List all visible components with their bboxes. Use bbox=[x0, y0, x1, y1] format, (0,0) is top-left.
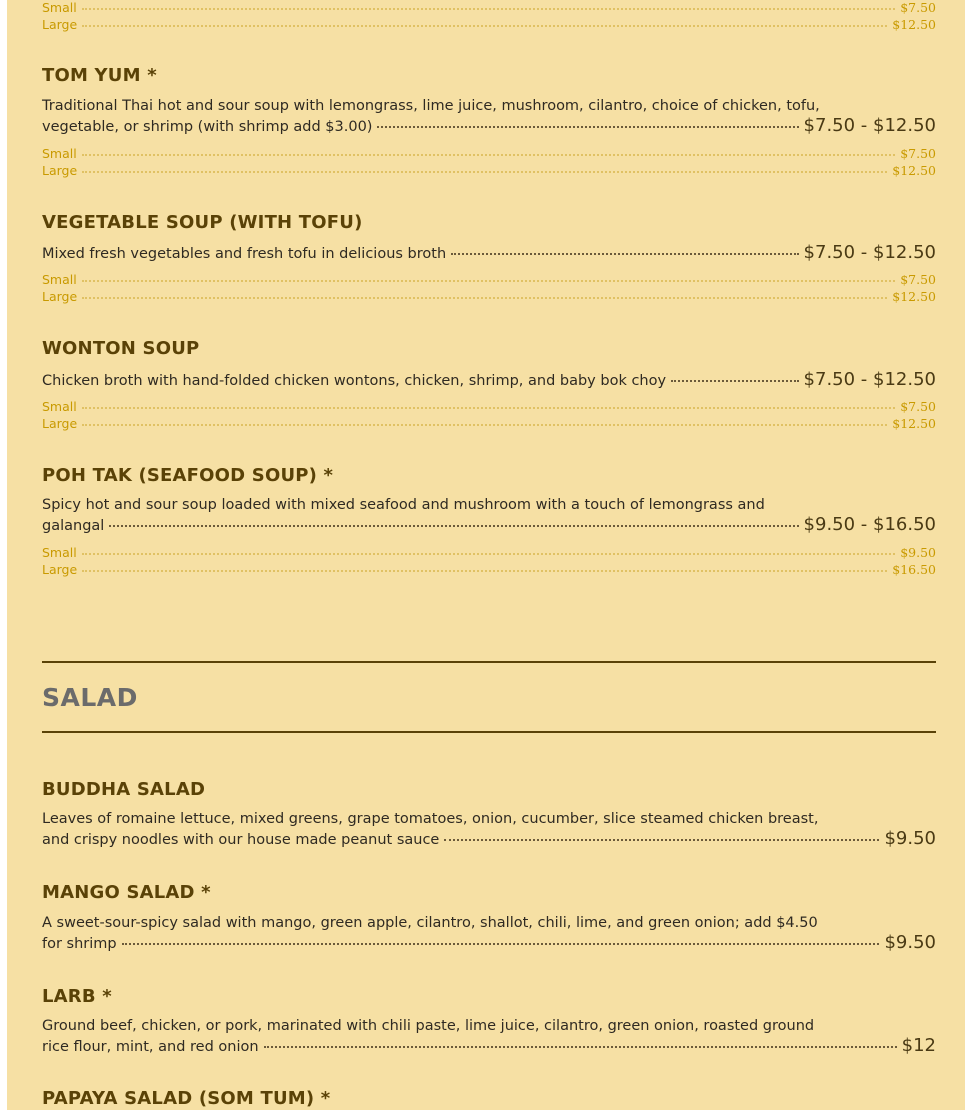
item-description: Spicy hot and sour soup loaded with mixed seafood and mushroom with a touch of lemongrass and bbox=[42, 497, 765, 513]
item-description: Chicken broth with hand-folded chicken wontons, chicken, shrimp, and baby bok choy bbox=[42, 373, 667, 389]
item-price: $7.50 - $12.50 bbox=[803, 242, 936, 263]
item-price: $12 bbox=[901, 1035, 936, 1056]
item-description: Traditional Thai hot and sour soup with lemongrass, lime juice, mushroom, cilantro, choice of chicken, tofu, bbox=[42, 98, 820, 114]
dot-leader bbox=[122, 943, 880, 945]
item-title: BUDDHA SALAD bbox=[42, 779, 206, 800]
size-row-large bbox=[42, 416, 936, 431]
section-divider-bottom bbox=[42, 731, 936, 733]
size-price: $7.50 bbox=[900, 0, 936, 15]
item-price: $9.50 bbox=[884, 932, 936, 953]
item-price: $7.50 - $12.50 bbox=[803, 115, 936, 136]
item-description-line bbox=[42, 369, 936, 390]
size-row-large bbox=[42, 562, 936, 577]
dot-leader bbox=[82, 424, 887, 426]
item-description: and crispy noodles with our house made peanut sauce bbox=[42, 832, 440, 848]
size-label: Large bbox=[42, 17, 78, 32]
item-price: $9.50 bbox=[884, 828, 936, 849]
item-price: $7.50 - $12.50 bbox=[803, 369, 936, 390]
size-label: Large bbox=[42, 416, 78, 431]
size-price: $7.50 bbox=[900, 399, 936, 414]
dot-leader bbox=[82, 25, 887, 27]
size-price: $7.50 bbox=[900, 272, 936, 287]
item-price: $9.50 - $16.50 bbox=[803, 514, 936, 535]
dot-leader bbox=[82, 407, 895, 409]
item-description: galangal bbox=[42, 518, 105, 534]
section-divider-top bbox=[42, 661, 936, 663]
size-label: Large bbox=[42, 163, 78, 178]
size-row-small bbox=[42, 272, 936, 287]
size-row-small bbox=[42, 0, 936, 15]
size-row-large bbox=[42, 17, 936, 32]
size-row-small bbox=[42, 399, 936, 414]
item-title: WONTON SOUP bbox=[42, 338, 200, 359]
dot-leader bbox=[82, 297, 887, 299]
dot-leader bbox=[82, 171, 887, 173]
dot-leader bbox=[264, 1046, 897, 1048]
menu-page bbox=[7, 0, 965, 1110]
size-row-small bbox=[42, 545, 936, 560]
item-description: for shrimp bbox=[42, 936, 117, 952]
dot-leader bbox=[451, 253, 798, 255]
item-description: Ground beef, chicken, or pork, marinated with chili paste, lime juice, cilantro, green onion, roasted ground bbox=[42, 1018, 815, 1034]
item-description: A sweet-sour-spicy salad with mango, green apple, cilantro, shallot, chili, lime, and green onion; add $4.50 bbox=[42, 915, 818, 931]
item-description: vegetable, or shrimp (with shrimp add $3.00) bbox=[42, 119, 373, 135]
dot-leader bbox=[444, 839, 879, 841]
dot-leader bbox=[82, 553, 895, 555]
item-title: MANGO SALAD * bbox=[42, 882, 211, 903]
item-description-line bbox=[42, 115, 936, 136]
dot-leader bbox=[109, 525, 798, 527]
dot-leader bbox=[82, 8, 895, 10]
item-title: VEGETABLE SOUP (WITH TOFU) bbox=[42, 212, 363, 233]
size-label: Large bbox=[42, 562, 78, 577]
menu-content bbox=[42, 0, 936, 1110]
size-label: Large bbox=[42, 289, 78, 304]
item-description-line bbox=[42, 932, 936, 953]
size-price: $9.50 bbox=[900, 545, 936, 560]
size-row-large bbox=[42, 163, 936, 178]
size-row-small bbox=[42, 146, 936, 161]
item-title: LARB * bbox=[42, 986, 112, 1007]
dot-leader bbox=[82, 280, 895, 282]
item-description: Mixed fresh vegetables and fresh tofu in delicious broth bbox=[42, 246, 447, 262]
dot-leader bbox=[82, 154, 895, 156]
size-label: Small bbox=[42, 545, 77, 560]
size-label: Small bbox=[42, 272, 77, 287]
size-price: $12.50 bbox=[892, 17, 936, 32]
item-description-line bbox=[42, 1035, 936, 1056]
item-title: PAPAYA SALAD (SOM TUM) * bbox=[42, 1088, 331, 1109]
item-description: Leaves of romaine lettuce, mixed greens, grape tomatoes, onion, cucumber, slice steamed chicken breast, bbox=[42, 811, 819, 827]
section-heading: SALAD bbox=[42, 683, 138, 712]
dot-leader bbox=[82, 570, 887, 572]
size-label: Small bbox=[42, 146, 77, 161]
size-price: $12.50 bbox=[892, 163, 936, 178]
size-price: $16.50 bbox=[892, 562, 936, 577]
item-description-line bbox=[42, 242, 936, 263]
size-price: $12.50 bbox=[892, 289, 936, 304]
item-title: TOM YUM * bbox=[42, 65, 157, 86]
dot-leader bbox=[377, 126, 798, 128]
size-price: $12.50 bbox=[892, 416, 936, 431]
size-price: $7.50 bbox=[900, 146, 936, 161]
size-label: Small bbox=[42, 399, 77, 414]
dot-leader bbox=[671, 380, 798, 382]
item-description: rice flour, mint, and red onion bbox=[42, 1039, 259, 1055]
item-description-line bbox=[42, 514, 936, 535]
size-label: Small bbox=[42, 0, 77, 15]
item-title: POH TAK (SEAFOOD SOUP) * bbox=[42, 465, 334, 486]
size-row-large bbox=[42, 289, 936, 304]
item-description-line bbox=[42, 828, 936, 849]
